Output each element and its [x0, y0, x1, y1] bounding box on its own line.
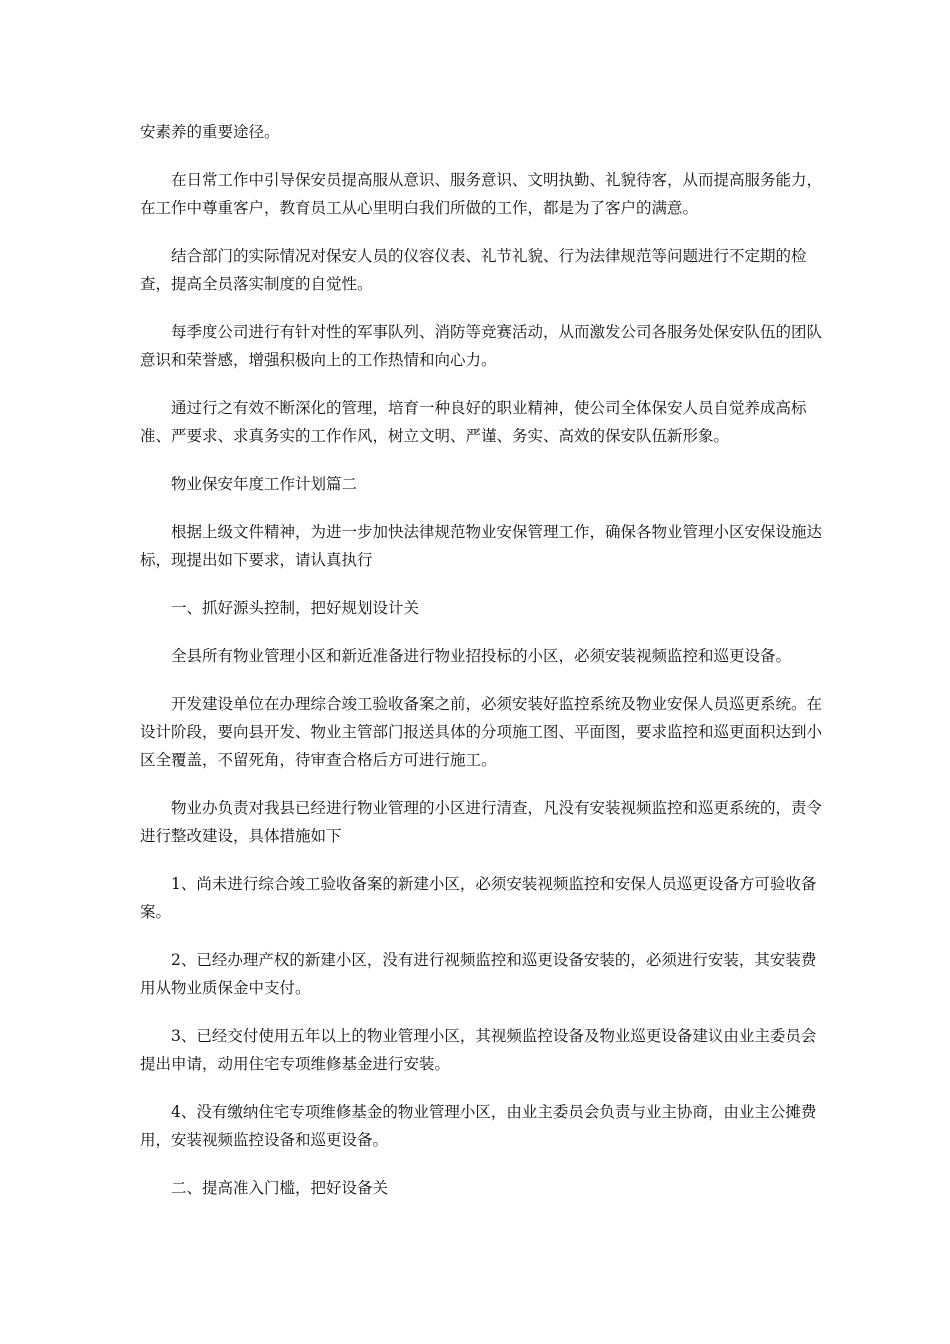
- document-body: [140, 118, 830, 1222]
- paragraph-competitions: 每季度公司进行有针对性的军事队列、消防等竞赛活动，从而激发公司各服务处保安队伍的团队意识和荣誉感，增强积极向上的工作热情和向心力。: [140, 323, 823, 369]
- paragraph-developer-requirements: 开发建设单位在办理综合竣工验收备案之前，必须安装好监控系统及物业安保人员巡更系统。在设计阶段，要向县开发、物业主管部门报送具体的分项施工图、平面图，要求监控和巡更面积达到小区全覆盖，不留死角，待审查合格后方可进行施工。: [140, 695, 823, 769]
- heading-source-control: 一、抓好源头控制，把好规划设计关: [171, 599, 420, 617]
- paragraph-requirements-intro: 根据上级文件精神，为进一步加快法律规范物业安保管理工作，确保各物业管理小区安保设施达标，现提出如下要求，请认真执行: [140, 523, 823, 569]
- paragraph-all-communities: 全县所有物业管理小区和新近准备进行物业招投标的小区，必须安装视频监控和巡更设备。: [171, 647, 792, 665]
- heading-entry-threshold: 二、提高准入门槛，把好设备关: [171, 1179, 389, 1197]
- paragraph-continuation: 安素养的重要途径。: [140, 123, 280, 141]
- paragraph-service-awareness: 在日常工作中引导保安员提高服从意识、服务意识、文明执勤、礼貌待客，从而提高服务能力，在工作中尊重客户，教育员工从心里明白我们所做的工作，都是为了客户的满意。: [140, 171, 823, 217]
- section-title-part-two: 物业保安年度工作计划篇二: [171, 475, 358, 493]
- paragraph-inspection: 结合部门的实际情况对保安人员的仪容仪表、礼节礼貌、行为法律规范等问题进行不定期的检查，提高全员落实制度的自觉性。: [140, 247, 807, 293]
- list-item-2: 2、已经办理产权的新建小区，没有进行视频监控和巡更设备安装的，必须进行安装，其安装费用从物业质保金中支付。: [140, 951, 817, 997]
- list-item-4: 4、没有缴纳住宅专项维修基金的物业管理小区，由业主委员会负责与业主协商，由业主公摊费用，安装视频监控设备和巡更设备。: [140, 1103, 817, 1149]
- paragraph-management: 通过行之有效不断深化的管理，培育一种良好的职业精神，使公司全体保安人员自觉养成高标准、严要求、求真务实的工作作风，树立文明、严谨、务实、高效的保安队伍新形象。: [140, 399, 807, 445]
- paragraph-property-office-check: 物业办负责对我县已经进行物业管理的小区进行清查，凡没有安装视频监控和巡更系统的，责令进行整改建设，具体措施如下: [140, 799, 823, 845]
- list-item-1: 1、尚未进行综合竣工验收备案的新建小区，必须安装视频监控和安保人员巡更设备方可验收备案。: [140, 875, 817, 921]
- list-item-3: 3、已经交付使用五年以上的物业管理小区，其视频监控设备及物业巡更设备建议由业主委员会提出申请，动用住宅专项维修基金进行安装。: [140, 1027, 817, 1073]
